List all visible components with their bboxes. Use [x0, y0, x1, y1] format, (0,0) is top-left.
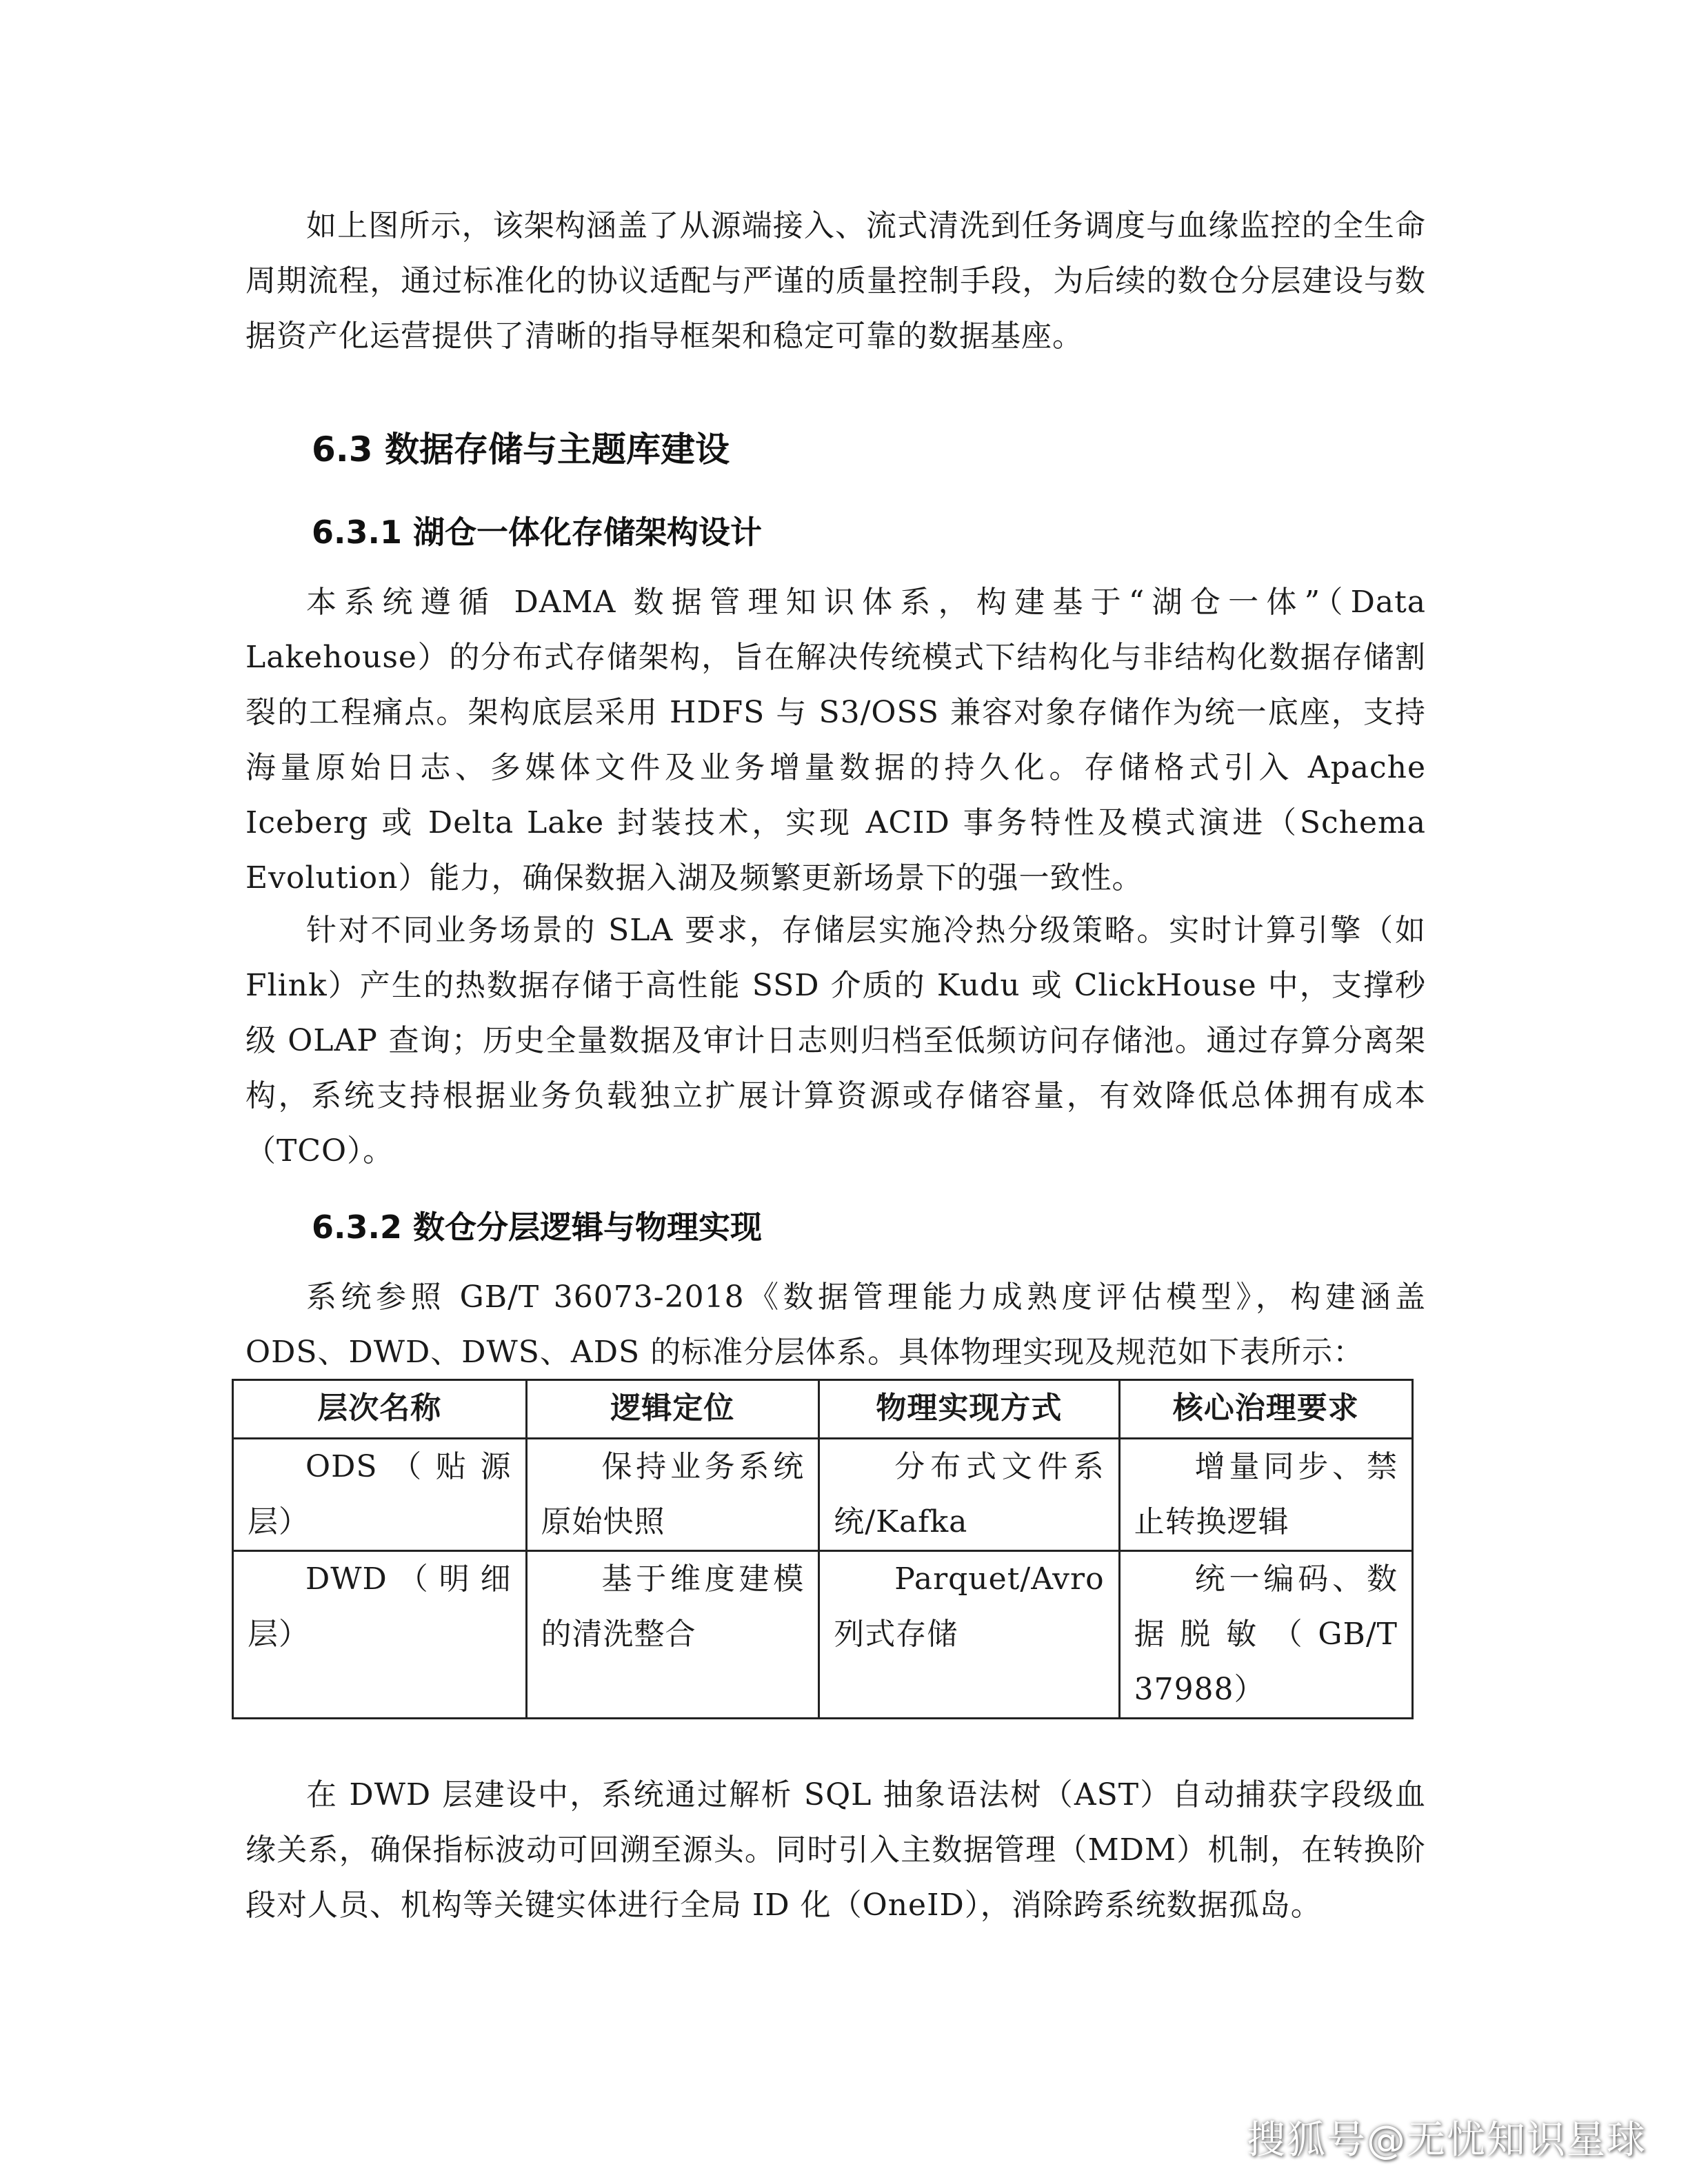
intro-paragraph: 如上图所示，该架构涵盖了从源端接入、流式清洗到任务调度与血缘监控的全生命周期流程，通过标准化的协议适配与严谨的质量控制手段，为后续的数仓分层建设与数据资产化运营提供了清晰的指导框架和稳定可靠的数据基座。 — [245, 208, 1426, 354]
table-cell — [1119, 1439, 1412, 1551]
cell-text: 基于维度建模的清洗整合 — [541, 1561, 805, 1652]
cell-text: 分布式文件系统/Kafka — [834, 1449, 1105, 1539]
cell-text: 保持业务系统原始快照 — [541, 1449, 805, 1539]
table-cell — [819, 1439, 1119, 1551]
table-header-cell: 核心治理要求 — [1119, 1380, 1412, 1439]
watermark: 搜狐号@无忧知识星球 — [1247, 2118, 1647, 2163]
cell-text: 增量同步、禁止转换逻辑 — [1134, 1449, 1398, 1539]
table-cell — [233, 1439, 527, 1551]
dwd-paragraph: 在 DWD 层建设中，系统通过解析 SQL 抽象语法树（AST）自动捕获字段级血缘关系，确保指标波动可回溯至源头。同时引入主数据管理（MDM）机制，在转换阶段对人员、机构等关键实体进行全局 ID 化（OneID），消除跨系统数据孤岛。 — [245, 1777, 1426, 1923]
lakehouse-paragraph-1: 本系统遵循 DAMA 数据管理知识体系，构建基于“湖仓一体”（Data Lakehouse）的分布式存储架构，旨在解决传统模式下结构化与非结构化数据存储割裂的工程痛点。架构底层采用 HDFS 与 S3/OSS 兼容对象存储作为统一底座，支持海量原始日志、多媒体文件及业务增量数据的持久化。存储格式引入 Apache Iceberg 或 Delta Lake 封装技术，实现 ACID 事务特性及模式演进（Schema Evolution）能力，确保数据入湖及频繁更新场景下的强一致性。 — [245, 585, 1426, 896]
cell-text: DWD（明细层） — [248, 1561, 512, 1652]
table-header-cell: 层次名称 — [233, 1380, 527, 1439]
table-cell — [233, 1551, 527, 1719]
section-heading-6-3-1: 6.3.1 湖仓一体化存储架构设计 — [312, 514, 762, 551]
table-row — [233, 1551, 1413, 1719]
cell-text: Parquet/Avro 列式存储 — [834, 1561, 1105, 1652]
table-header-cell: 逻辑定位 — [526, 1380, 819, 1439]
table-cell — [526, 1439, 819, 1551]
lakehouse-paragraph-2: 针对不同业务场景的 SLA 要求，存储层实施冷热分级策略。实时计算引擎（如 Flink）产生的热数据存储于高性能 SSD 介质的 Kudu 或 ClickHouse 中，支撑秒级 OLAP 查询；历史全量数据及审计日志则归档至低频访问存储池。通过存算分离架构，系统支持根据业务负载独立扩展计算资源或存储容量，有效降低总体拥有成本（TCO）。 — [245, 913, 1426, 1169]
layering-table — [232, 1379, 1414, 1719]
table-cell — [526, 1551, 819, 1719]
layering-intro-paragraph: 系统参照 GB/T 36073-2018《数据管理能力成熟度评估模型》，构建涵盖 ODS、DWD、DWS、ADS 的标准分层体系。具体物理实现及规范如下表所示： — [245, 1280, 1426, 1370]
table-cell — [1119, 1551, 1412, 1719]
table-row — [233, 1439, 1413, 1551]
section-heading-6-3: 6.3 数据存储与主题库建设 — [312, 429, 730, 469]
section-heading-6-3-2: 6.3.2 数仓分层逻辑与物理实现 — [312, 1209, 762, 1246]
table-header-row — [233, 1380, 1413, 1439]
table-cell — [819, 1551, 1119, 1719]
cell-text: ODS（贴源层） — [248, 1449, 512, 1539]
table-header-cell: 物理实现方式 — [819, 1380, 1119, 1439]
cell-text: 统一编码、数据脱敏（GB/T 37988） — [1134, 1561, 1398, 1707]
